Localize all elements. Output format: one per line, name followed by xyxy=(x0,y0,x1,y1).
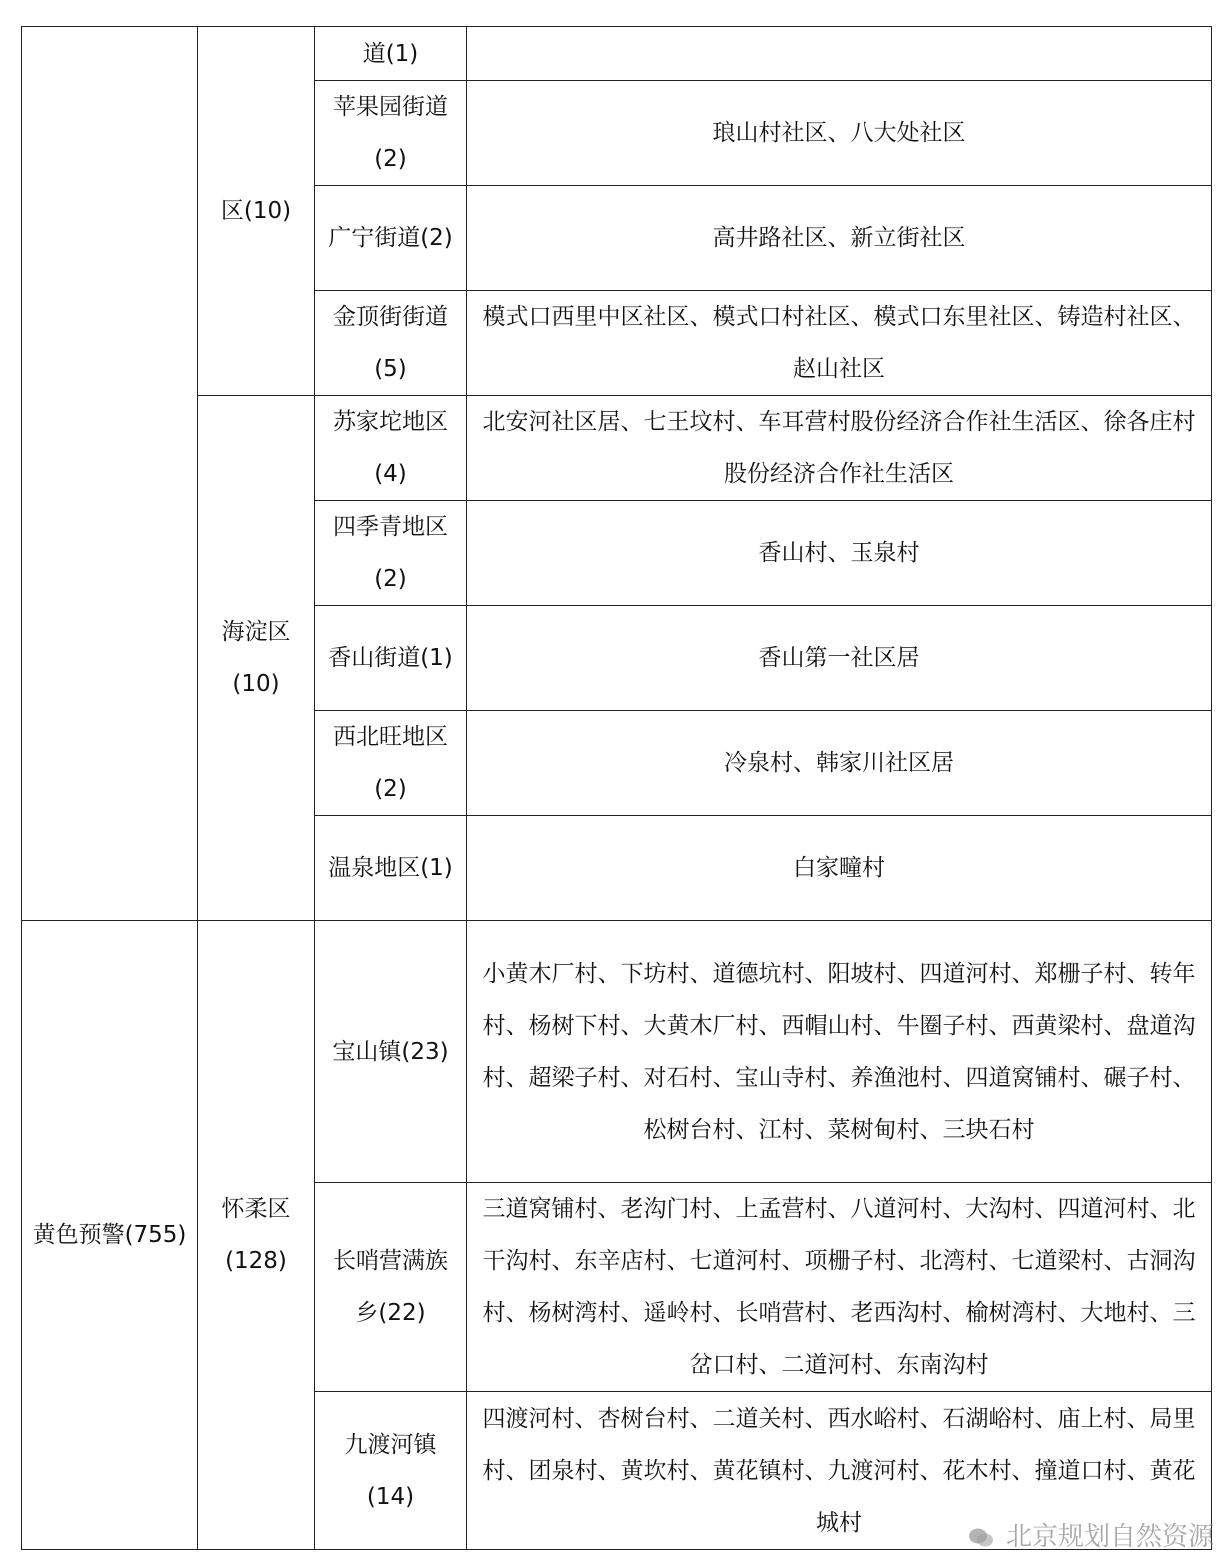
villages-text: 琅山村社区、八大处社区 xyxy=(712,120,966,146)
street-cell xyxy=(315,711,467,816)
villages-cell xyxy=(467,711,1212,816)
street-label: 九渡河镇(14) xyxy=(344,1431,437,1510)
watermark-text: 北京规划自然资源 xyxy=(1005,1522,1214,1552)
watermark xyxy=(968,1516,1214,1553)
warning-level-cell xyxy=(22,921,198,1550)
villages-cell xyxy=(467,501,1212,606)
district-cell xyxy=(198,396,315,921)
villages-cell xyxy=(467,1183,1212,1392)
villages-text: 香山第一社区居 xyxy=(758,645,920,671)
street-cell xyxy=(315,816,467,921)
villages-text: 四渡河村、杏树台村、二道关村、西水峪村、石湖峪村、庙上村、局里村、团泉村、黄坎村、黄花镇村、九渡河村、花木村、撞道口村、黄花城村 xyxy=(482,1405,1196,1536)
district-label: 区(10) xyxy=(220,198,292,224)
street-cell xyxy=(315,606,467,711)
district-label: 海淀区(10) xyxy=(221,619,291,697)
street-cell xyxy=(315,291,467,396)
street-cell xyxy=(315,81,467,186)
villages-text: 模式口西里中区社区、模式口村社区、模式口东里社区、铸造村社区、赵山社区 xyxy=(482,304,1196,382)
street-label: 四季青地区(2) xyxy=(333,514,448,592)
street-cell xyxy=(315,921,467,1183)
street-label: 温泉地区(1) xyxy=(328,855,453,881)
warning-area-table xyxy=(21,26,1212,1550)
villages-cell xyxy=(467,27,1212,81)
wechat-icon xyxy=(968,1527,994,1549)
street-cell xyxy=(315,501,467,606)
villages-cell xyxy=(467,291,1212,396)
villages-text: 高井路社区、新立街社区 xyxy=(712,225,966,251)
street-label: 道(1) xyxy=(362,40,419,67)
street-label: 西北旺地区(2) xyxy=(333,724,448,802)
street-label: 长哨营满族乡(22) xyxy=(333,1248,448,1326)
street-cell xyxy=(315,1392,467,1550)
villages-cell xyxy=(467,816,1212,921)
warning-level-label: 黄色预警(755) xyxy=(32,1222,187,1248)
district-cell xyxy=(198,921,315,1550)
villages-cell xyxy=(467,606,1212,711)
villages-text: 三道窝铺村、老沟门村、上孟营村、八道河村、大沟村、四道河村、北干沟村、东辛店村、七道河村、项栅子村、北湾村、七道梁村、古洞沟村、杨树湾村、遥岭村、长哨营村、老西沟村、榆树湾村、大地村、三岔口村、二道河村、东南沟村 xyxy=(482,1196,1196,1378)
villages-cell xyxy=(467,396,1212,501)
villages-text: 北安河社区居、七王坟村、车耳营村股份经济合作社生活区、徐各庄村股份经济合作社生活区 xyxy=(482,409,1196,487)
street-label: 宝山镇(23) xyxy=(332,1038,449,1065)
table-row xyxy=(22,27,1212,81)
street-label: 苹果园街道(2) xyxy=(333,94,448,172)
villages-cell xyxy=(467,186,1212,291)
street-label: 苏家坨地区(4) xyxy=(333,409,448,487)
street-label: 广宁街道(2) xyxy=(328,225,453,251)
table-row xyxy=(22,396,1212,501)
street-cell xyxy=(315,27,467,81)
villages-text: 白家疃村 xyxy=(793,855,885,881)
street-cell xyxy=(315,396,467,501)
warning-level-cell xyxy=(22,27,198,921)
villages-text: 香山村、玉泉村 xyxy=(758,540,920,566)
villages-cell xyxy=(467,921,1212,1183)
villages-cell xyxy=(467,81,1212,186)
district-cell xyxy=(198,27,315,396)
street-cell xyxy=(315,186,467,291)
street-label: 金顶街街道(5) xyxy=(333,304,448,382)
street-cell xyxy=(315,1183,467,1392)
district-label: 怀柔区(128) xyxy=(221,1196,291,1274)
villages-text: 小黄木厂村、下坊村、道德坑村、阳坡村、四道河村、郑栅子村、转年村、杨树下村、大黄木厂村、西帽山村、牛圈子村、西黄梁村、盘道沟村、超梁子村、对石村、宝山寺村、养渔池村、四道窝铺村、碾子村、松树台村、江村、菜树甸村、三块石村 xyxy=(482,960,1196,1143)
street-label: 香山街道(1) xyxy=(328,645,453,671)
villages-text: 冷泉村、韩家川社区居 xyxy=(724,750,954,776)
table-row xyxy=(22,921,1212,1183)
